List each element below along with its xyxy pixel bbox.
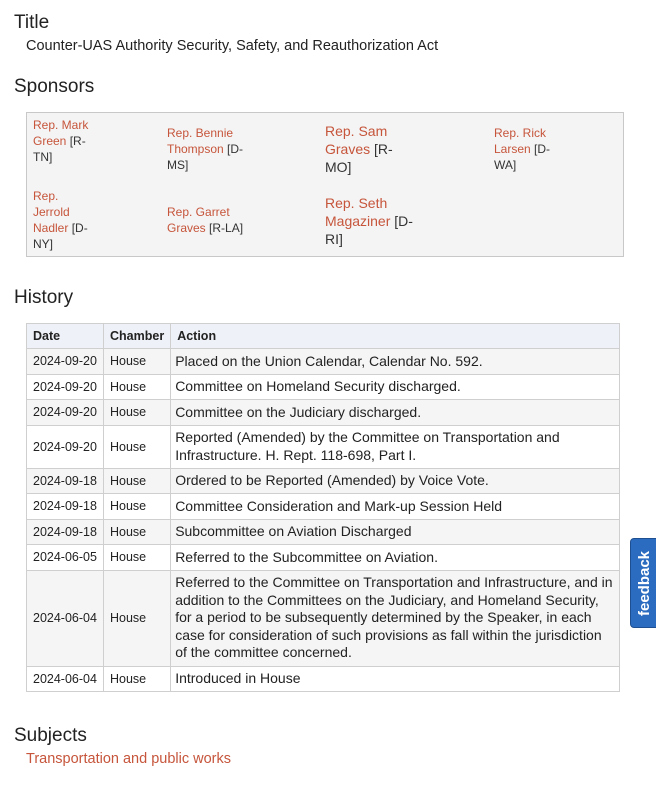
history-table <box>26 323 620 692</box>
sponsor-party-state: [D-WA] <box>494 142 551 172</box>
sponsor-link[interactable]: Rep. Bennie Thompson <box>167 126 234 156</box>
feedback-label: feedback <box>636 550 654 616</box>
history-chamber: House <box>104 425 171 468</box>
table-row <box>27 374 620 400</box>
title-heading: Title <box>14 12 50 33</box>
history-action: Ordered to be Reported (Amended) by Voice Vote. <box>171 468 620 494</box>
history-chamber: House <box>104 400 171 426</box>
sponsors-table <box>26 112 624 257</box>
table-row <box>27 519 620 545</box>
table-row <box>27 666 620 692</box>
sponsors-heading: Sponsors <box>14 76 95 97</box>
history-chamber: House <box>104 570 171 666</box>
sponsor-cell <box>33 117 93 165</box>
history-chamber: House <box>104 666 171 692</box>
sponsor-party-state: [D-NY] <box>33 221 88 251</box>
history-chamber: House <box>104 468 171 494</box>
subjects-heading: Subjects <box>14 725 87 746</box>
history-action: Referred to the Committee on Transportation and Infrastructure, and in addition to the Committees on the Judiciary, and Homeland Security, for a period to be subsequently determined by the Speaker, in each case for consideration of such provisions as fall within the jurisdiction of the committee concerned. <box>171 570 620 666</box>
history-date: 2024-09-20 <box>27 400 104 426</box>
sponsor-cell <box>325 122 397 176</box>
bill-title: Counter-UAS Authority Security, Safety, and Reauthorization Act <box>26 38 439 54</box>
history-chamber: House <box>104 374 171 400</box>
sponsors-row <box>27 185 623 256</box>
sponsor-link[interactable]: Rep. Mark Green <box>33 118 89 148</box>
history-chamber: House <box>104 519 171 545</box>
history-date: 2024-09-20 <box>27 425 104 468</box>
history-action: Placed on the Union Calendar, Calendar No. 592. <box>171 349 620 375</box>
history-date: 2024-09-18 <box>27 519 104 545</box>
sponsor-cell <box>167 204 257 236</box>
history-chamber: House <box>104 494 171 520</box>
column-header-action: Action <box>171 324 620 349</box>
history-action: Reported (Amended) by the Committee on Transportation and Infrastructure. H. Rept. 118-698, Part I. <box>171 425 620 468</box>
table-row <box>27 400 620 426</box>
sponsor-party-state: [D-RI] <box>325 213 413 247</box>
history-chamber: House <box>104 545 171 571</box>
table-row <box>27 425 620 468</box>
feedback-button[interactable] <box>630 538 656 628</box>
history-action: Subcommittee on Aviation Discharged <box>171 519 620 545</box>
sponsor-link[interactable]: Rep. Sam Graves <box>325 123 388 157</box>
table-row <box>27 349 620 375</box>
sponsor-cell <box>494 125 556 173</box>
column-header-date: Date <box>27 324 104 349</box>
sponsor-link[interactable]: Rep. Rick Larsen <box>494 126 547 156</box>
history-action: Committee Consideration and Mark-up Session Held <box>171 494 620 520</box>
subject-link[interactable]: Transportation and public works <box>26 751 231 767</box>
history-date: 2024-09-20 <box>27 349 104 375</box>
table-row <box>27 494 620 520</box>
sponsor-party-state: [R-TN] <box>33 134 86 164</box>
history-action: Committee on Homeland Security discharged. <box>171 374 620 400</box>
history-chamber: House <box>104 349 171 375</box>
history-heading: History <box>14 287 74 308</box>
history-date: 2024-06-05 <box>27 545 104 571</box>
table-row <box>27 468 620 494</box>
history-action: Committee on the Judiciary discharged. <box>171 400 620 426</box>
sponsor-link[interactable]: Rep. Jerrold Nadler <box>33 189 70 235</box>
sponsors-row <box>27 113 623 186</box>
sponsor-cell <box>33 188 97 252</box>
history-date: 2024-06-04 <box>27 570 104 666</box>
history-action: Referred to the Subcommittee on Aviation. <box>171 545 620 571</box>
sponsor-party-state: [D-MS] <box>167 142 244 172</box>
sponsor-cell <box>325 194 425 248</box>
history-date: 2024-06-04 <box>27 666 104 692</box>
sponsor-party-state: [R-LA] <box>209 221 244 235</box>
history-date: 2024-09-18 <box>27 494 104 520</box>
table-row <box>27 570 620 666</box>
history-action: Introduced in House <box>171 666 620 692</box>
column-header-chamber: Chamber <box>104 324 171 349</box>
table-row <box>27 545 620 571</box>
sponsor-cell <box>167 125 257 173</box>
history-date: 2024-09-20 <box>27 374 104 400</box>
sponsor-party-state: [R-MO] <box>325 141 393 175</box>
history-date: 2024-09-18 <box>27 468 104 494</box>
sponsor-link[interactable]: Rep. Garret Graves <box>167 205 230 235</box>
sponsor-link[interactable]: Rep. Seth Magaziner <box>325 195 391 229</box>
